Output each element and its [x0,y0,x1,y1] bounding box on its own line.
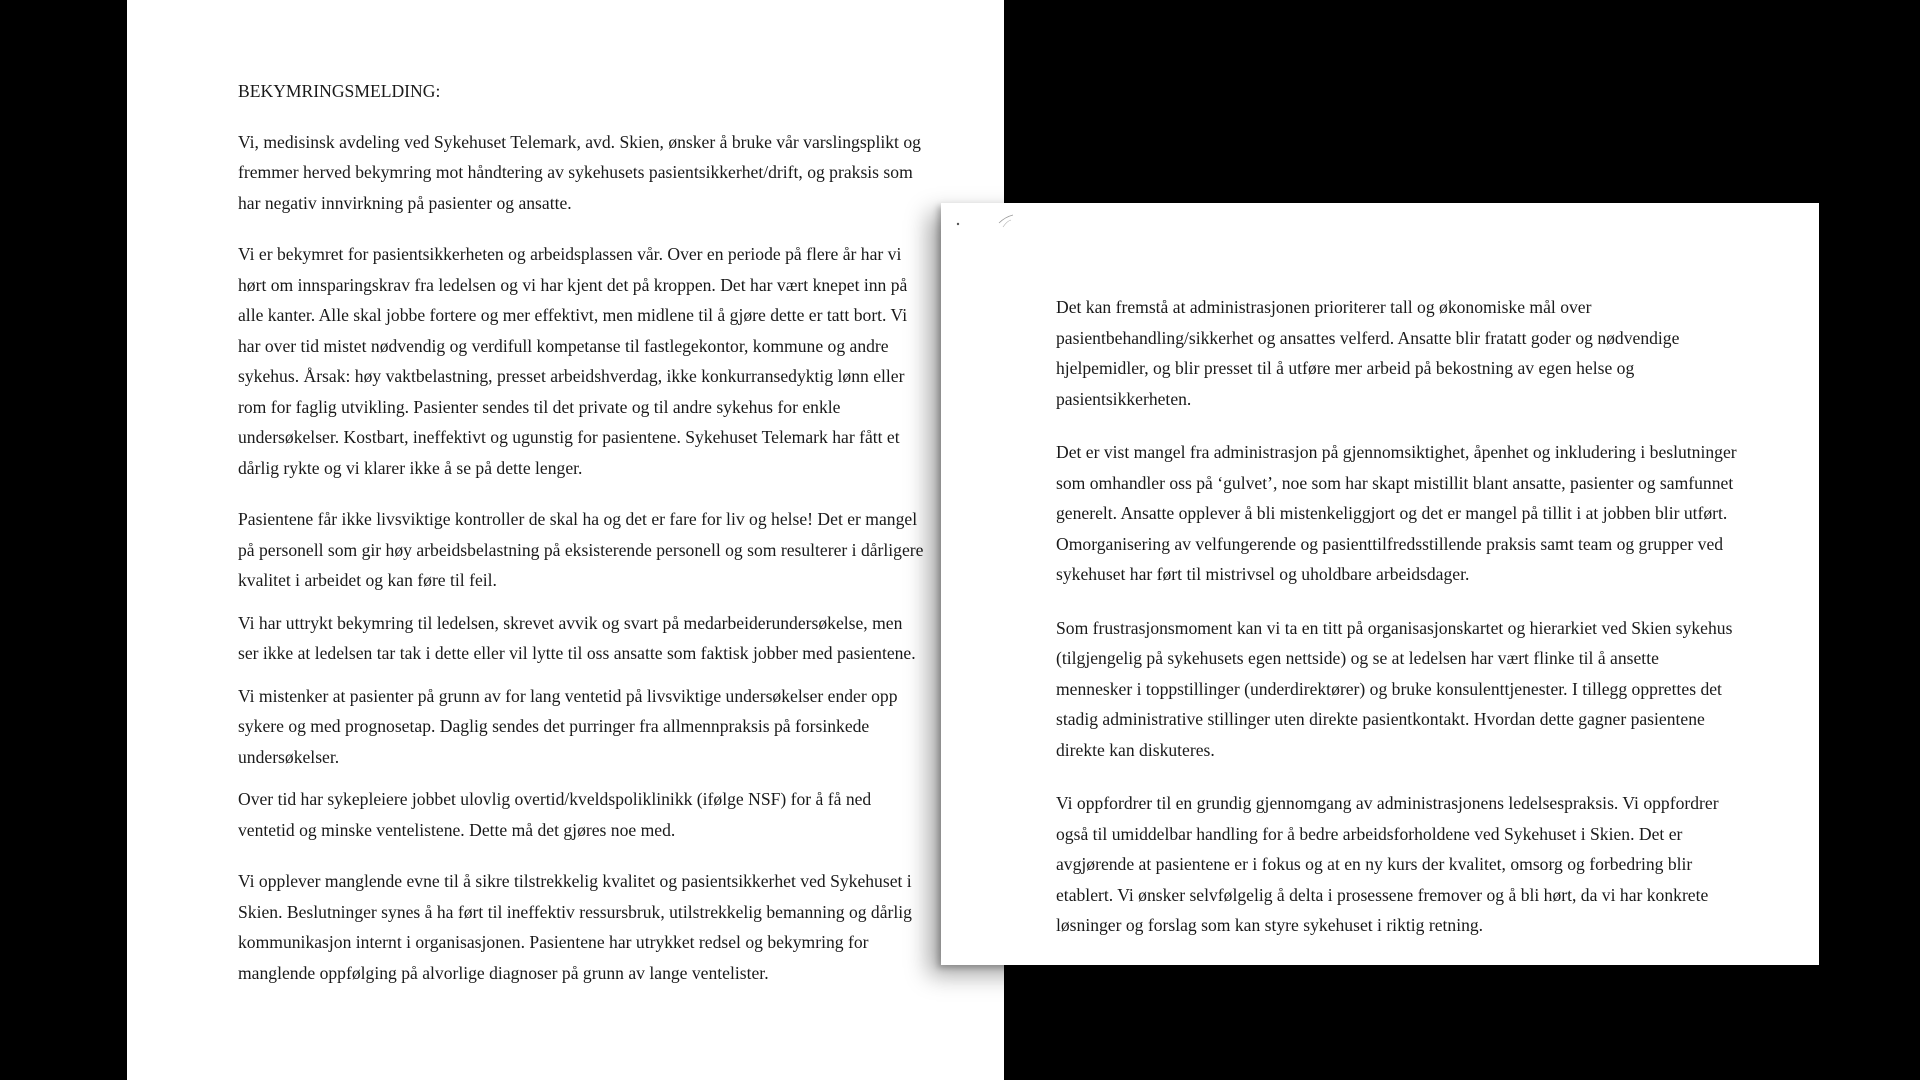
paragraph: Vi oppfordrer til en grundig gjennomgang av administrasjonens ledelsespraksis. Vi oppfordrer også til umiddelbar handling for å bedre arbeidsforholdene ved Sykehuset i Skien. Det er avgjørende at pasientene er i fokus og at en ny kurs der kvalitet, omsorg og forbedring blir etablert. Vi ønsker selvfølgelig å delta i prosessene fremover og å bli hørt, da vi har konkrete løsninger og forslag som kan styre sykehuset i riktig retning. [1056,793,1719,935]
scan-speck-mark [955,211,1015,231]
paragraph: Som frustrasjonsmoment kan vi ta en titt på organisasjonskartet og hierarkiet ved Skien sykehus (tilgjengelig på sykehusets egen nettside) og se at ledelsen har vært flinke til å ansette mennesker i toppstillinger (underdirektører) og bruke konsulenttjenester. I tillegg opprettes det stadig administrative stillinger uten direkte pasientkontakt. Hvordan dette gagner pasientene direkte kan diskuteres. [1056,617,1733,760]
document-page-1 [127,0,1004,1080]
paragraph: Pasientene får ikke livsviktige kontroller de skal ha og det er fare for liv og helse! Det er mangel på personell som gir høy arbeidsbelastning på eksisterende personell og som resulterer i dårligere kvalitet i arbeidet og kan føre til feil. [238,509,924,590]
document-page-2 [941,203,1819,965]
paragraph: Det kan fremstå at administrasjonen prioriterer tall og økonomiske mål over pasientbehandling/sikkerhet og ansattes velferd. Ansatte blir fratatt goder og nødvendige hjelpemidler, og blir presset til å utføre mer arbeid på bekostning av egen helse og pasientsikkerheten. [1056,297,1680,409]
paragraph: Vi, medisinsk avdeling ved Sykehuset Telemark, avd. Skien, ønsker å bruke vår varslingsplikt og fremmer herved bekymring mot håndtering av sykehusets pasientsikkerhet/drift, og praksis som har negativ innvirkning på pasienter og ansatte. [238,131,921,213]
paragraph: Vi er bekymret for pasientsikkerheten og arbeidsplassen vår. Over en periode på flere år har vi hørt om innsparingskrav fra ledelsen og vi har kjent det på kroppen. Det har vært knepet inn på alle kanter. Alle skal jobbe fortere og mer effektivt, men midlene til å gjøre dette er tatt bort. Vi har over tid mistet nødvendig og verdifull kompetanse til fastlegekontor, kommune og andre sykehus. Årsak: høy vaktbelastning, presset arbeidshverdag, ikke konkurransedyktig lønn eller rom for faglig utvikling. Pasienter sendes til det private og til andre sykehus for enkle undersøkelser. Kostbart, ineffektivt og ugunstig for pasientene. Sykehuset Telemark har fått et dårlig rykte og vi klarer ikke å se på dette lenger. [238,244,908,478]
paragraph: Det er vist mangel fra administrasjon på gjennomsiktighet, åpenhet og inkludering i beslutninger som omhandler oss på ‘gulvet’, noe som har skapt mistillit blant ansatte, pasienter og samfunnet generelt. Ansatte opplever å bli mistenkeliggjort og det er mangel på tillit i at jobben blir utført. Omorganisering av velfungerende og pasienttilfredsstillende praksis samt team og grupper ved sykehuset har ført til mistrivsel og uholdbare arbeidsdager. [1056,442,1737,584]
paragraph: Vi opplever manglende evne til å sikre tilstrekkelig kvalitet og pasientsikkerhet ved Sykehuset i Skien. Beslutninger synes å ha ført til ineffektiv ressursbruk, utilstrekkelig bemanning og dårlig kommunikasjon internt i organisasjonen. Pasientene har utrykket redsel og bekymring for manglende oppfølging på alvorlige diagnoser på grunn av lange ventelister. [238,871,912,983]
paragraph: Vi mistenker at pasienter på grunn av for lang ventetid på livsviktige undersøkelser ender opp sykere og med prognosetap. Daglig sendes det purringer fra allmennpraksis på forsinkede undersøkelser. [238,685,898,767]
paragraph: Over tid har sykepleiere jobbet ulovlig overtid/kveldspoliklinikk (ifølge NSF) for å få ned ventetid og minske ventelistene. Dette må det gjøres noe med. [238,789,872,840]
document-heading: BEKYMRINGSMELDING: [238,81,441,101]
paragraph: Vi har uttrykt bekymring til ledelsen, skrevet avvik og svart på medarbeiderundersøkelse, men ser ikke at ledelsen tar tak i dette eller vil lytte til oss ansatte som faktisk jobber med pasientene. [238,612,916,663]
